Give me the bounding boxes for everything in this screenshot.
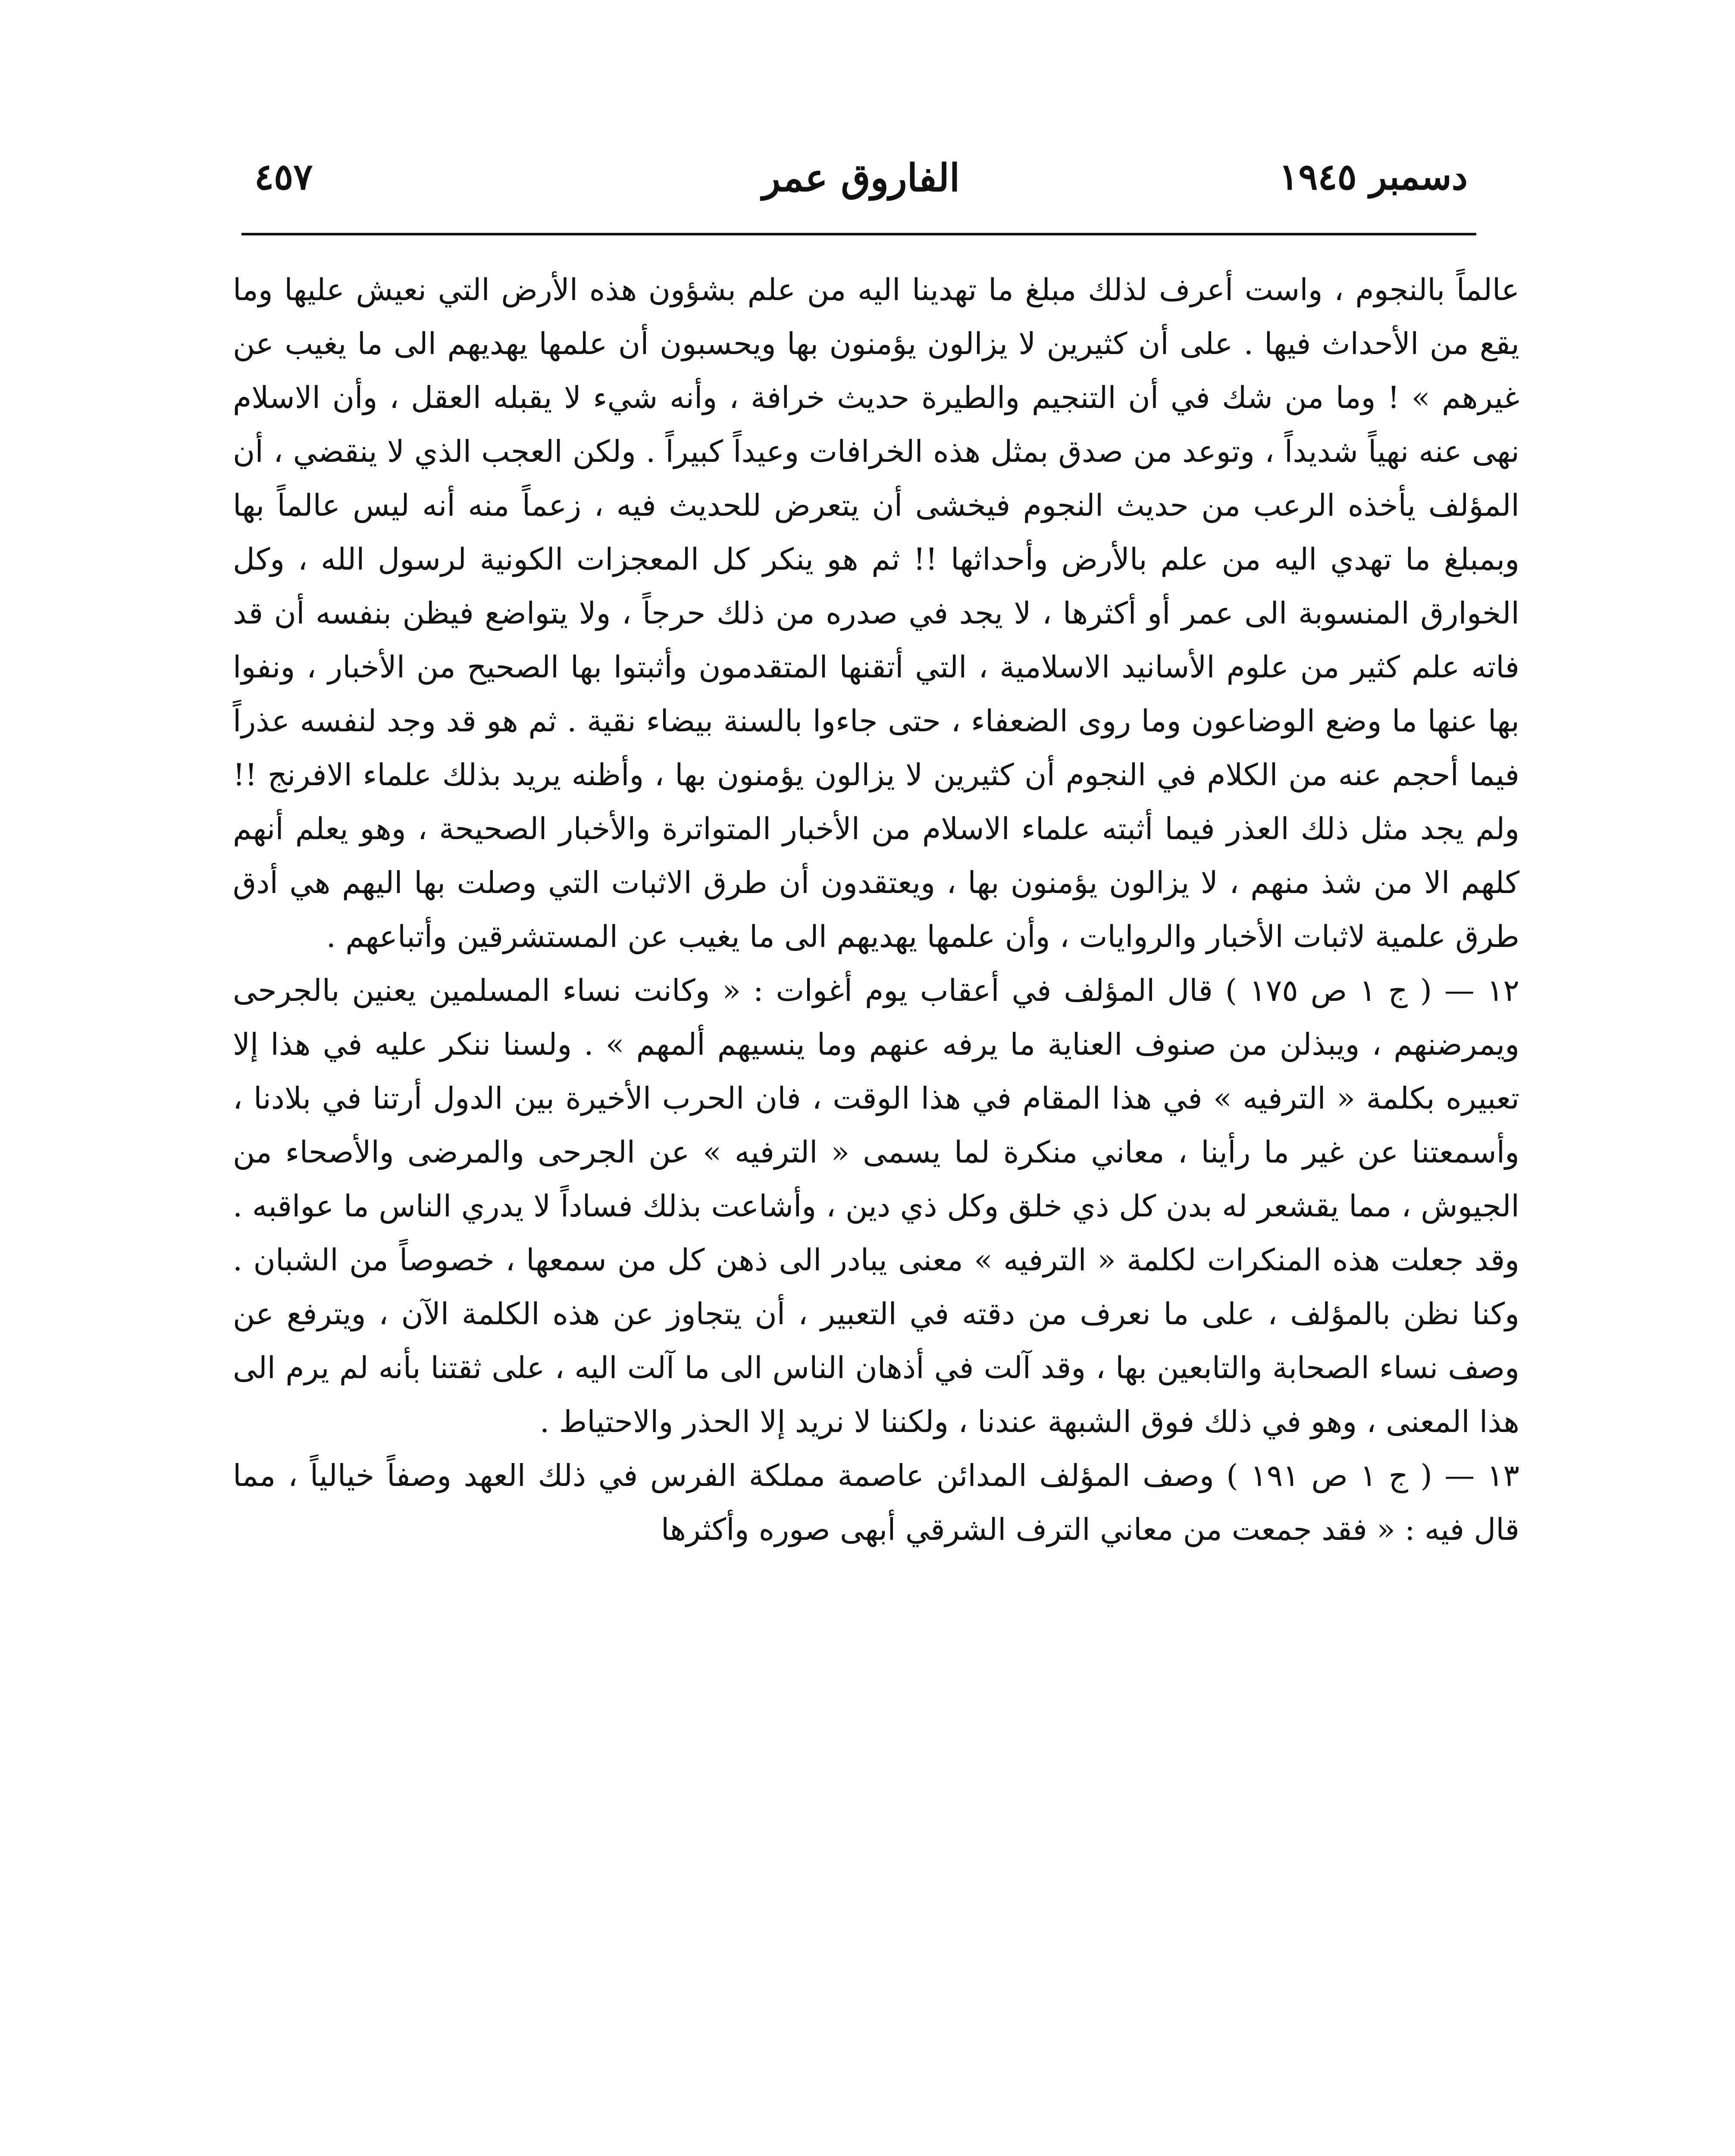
header-rule	[241, 233, 1476, 235]
page-number: ٤٥٧	[254, 155, 313, 198]
running-header	[254, 155, 1468, 216]
paragraph-item-12: ١٢ — ( ج ١ ص ١٧٥ ) قال المؤلف في أعقاب يوم أغوات : « وكانت نساء المسلمين يعنين بالجرحى ويمرضنهم ، ويبذلن من صنوف العناية ما يرفه عنهم وما ينسيهم ألمهم » . ولسنا ننكر عليه في هذا إلا تعبيره بكلمة « الترفيه » في هذا المقام في هذا الوقت ، فان الحرب الأخيرة بين الدول أرتنا في بلادنا ، وأسمعتنا عن غير ما رأينا ، معاني منكرة لما يسمى « الترفيه » عن الجرحى والمرضى والأصحاء من الجيوش ، مما يقشعر له بدن كل ذي خلق وكل ذي دين ، وأشاعت بذلك فساداً لا يدري الناس ما عواقبه . وقد جعلت هذه المنكرات لكلمة « الترفيه » معنى يبادر الى ذهن كل من سمعها ، خصوصاً من الشبان . وكنا نظن بالمؤلف ، على ما نعرف من دقته في التعبير ، أن يتجاوز عن هذه الكلمة الآن ، ويترفع عن وصف نساء الصحابة والتابعين بها ، وقد آلت في أذهان الناس الى ما آلت اليه ، على ثقتنا بأنه لم يرم الى هذا المعنى ، وهو في ذلك فوق الشبهة عندنا ، ولكننا لا نريد إلا الحذر والاحتياط .	[233, 973, 1520, 1439]
paragraph-continuation: عالماً بالنجوم ، واست أعرف لذلك مبلغ ما تهدينا اليه من علم بشؤون هذه الأرض التي نعيش عليها وما يقع من الأحداث فيها . على أن كثيرين لا يزالون يؤمنون بها ويحسبون أن علمها يهديهم الى ما يغيب عن غيرهم » ! وما من شك في أن التنجيم والطيرة حديث خرافة ، وأنه شيء لا يقبله العقل ، وأن الاسلام نهى عنه نهياً شديداً ، وتوعد من صدق بمثل هذه الخرافات وعيداً كبيراً . ولكن العجب الذي لا ينقضي ، أن المؤلف يأخذه الرعب من حديث النجوم فيخشى أن يتعرض للحديث فيه ، زعماً منه أنه ليس عالماً بها وبمبلغ ما تهدي اليه من علم بالأرض وأحداثها !! ثم هو ينكر كل المعجزات الكونية لرسول الله ، وكل الخوارق المنسوبة الى عمر أو أكثرها ، لا يجد في صدره من ذلك حرجاً ، ولا يتواضع فيظن بنفسه أن قد فاته علم كثير من علوم الأسانيد الاسلامية ، التي أتقنها المتقدمون وأثبتوا بها الصحيح من الأخبار ، ونفوا بها عنها ما وضع الوضاعون وما روى الضعفاء ، حتى جاءوا بالسنة بيضاء نقية . ثم هو قد وجد لنفسه عذراً فيما أحجم عنه من الكلام في النجوم أن كثيرين لا يزالون يؤمنون بها ، وأظنه يريد بذلك علماء الافرنج !! ولم يجد مثل ذلك العذر فيما أثبته علماء الاسلام من الأخبار المتواترة والأخبار الصحيحة ، وهو يعلم أنهم كلهم الا من شذ منهم ، لا يزالون يؤمنون بها ، ويعتقدون أن طرق الاثبات التي وصلت بها اليهم هي أدق طرق علمية لاثبات الأخبار والروايات ، وأن علمها يهديهم الى ما يغيب عن المستشرقين وأتباعهم .	[233, 272, 1519, 954]
header-date: دسمبر ١٩٤٥	[1279, 155, 1468, 198]
article-body	[233, 263, 1519, 1557]
paragraph-item-13: ١٣ — ( ج ١ ص ١٩١ ) وصف المؤلف المدائن عاصمة مملكة الفرس في ذلك العهد وصفاً خيالياً ، مما قال فيه : « فقد جمعت من معاني الترف الشرقي أبهى صوره وأكثرها	[233, 1458, 1520, 1547]
header-title: الفاروق عمر	[762, 155, 960, 200]
